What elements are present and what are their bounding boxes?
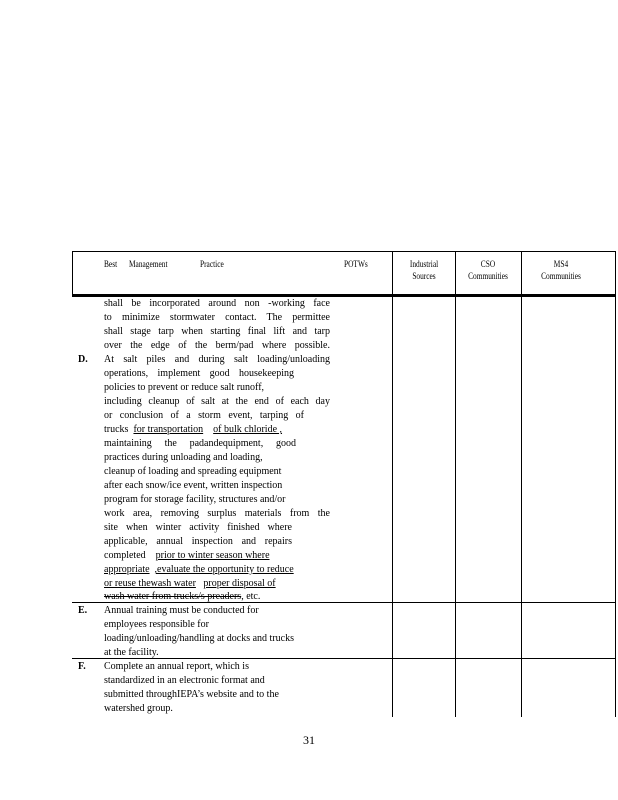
header-industrial [399, 258, 450, 282]
row-f-line: submitted throughIEPA’s website and to the [104, 689, 279, 700]
header-management: Management [129, 259, 168, 269]
row-d-line: applicable, annual inspection and repairs [104, 536, 292, 547]
row-d-prior-to-winter: prior to winter season where [155, 550, 270, 561]
row-d-completed: completed [104, 550, 146, 561]
row-d-line: maintaining the padandequipment, good [104, 438, 296, 449]
row-d-line [104, 591, 260, 603]
col-divider-industrial [455, 251, 456, 717]
row-d-line: operations, implement good housekeeping [104, 368, 294, 379]
continued-line: shall stage tarp when starting final lift and tarp [104, 326, 330, 337]
row-d-line [104, 549, 270, 563]
row-d-label: D. [78, 354, 88, 365]
row-d-reuse: or reuse thewash water [104, 578, 196, 589]
row-f-line: watershed group. [104, 703, 173, 714]
row-d-trucks: trucks [104, 424, 129, 435]
table-top-rule [72, 251, 616, 252]
header-cso [454, 258, 521, 282]
continued-line: shall be incorporated around non -working face [104, 298, 330, 309]
row-d-line: after each snow/ice event, written inspection [104, 480, 283, 491]
header-cso-line2: Communities [468, 271, 508, 281]
row-e-line: at the facility. [104, 647, 159, 658]
row-d-bulk-chloride: of bulk chloride , [213, 424, 283, 435]
row-d-proper-disposal: proper disposal of [203, 578, 276, 589]
header-ms4 [527, 258, 594, 282]
row-e-line: employees responsible for [104, 619, 209, 630]
col-divider-cso [521, 251, 522, 717]
row-d-line: site when winter activity finished where [104, 522, 292, 533]
header-ms4-line2: Communities [541, 271, 581, 281]
row-d-transportation: for transportation [133, 424, 204, 435]
row-d-line: work area, removing surplus materials from the [104, 508, 330, 519]
table-left-border [72, 251, 73, 296]
row-d-line [104, 423, 282, 437]
col-divider-bmp [392, 251, 393, 717]
header-practice: Practice [200, 259, 224, 269]
header-industrial-line2: Sources [412, 271, 436, 281]
row-d-line: program for storage facility, structures and/or [104, 494, 286, 505]
row-f-label: F. [78, 661, 86, 672]
row-d-appropriate: appropriate [104, 564, 150, 575]
row-d-line: practices during unloading and loading, [104, 452, 263, 463]
row-d-evaluate: ,evaluate the opportunity to reduce [154, 564, 294, 575]
continued-line: over the edge of the berm/pad where possible. [104, 340, 330, 351]
header-potws: POTWs [344, 259, 368, 269]
header-cso-line1: CSO [480, 259, 496, 269]
header-best: Best [104, 259, 118, 269]
row-d-line: including cleanup of salt at the end of each day [104, 396, 330, 407]
page-number: 31 [303, 733, 315, 747]
row-d-line [104, 563, 294, 577]
row-f-line: Complete an annual report, which is [104, 661, 249, 672]
row-d-line: policies to prevent or reduce salt runoff, [104, 382, 265, 393]
row-e-label: E. [78, 605, 88, 616]
row-d-line: At salt piles and during salt loading/unloading [104, 354, 330, 365]
row-d-line: cleanup of loading and spreading equipment [104, 466, 282, 477]
table-right-border [615, 251, 616, 717]
header-ms4-line1: MS4 [553, 259, 569, 269]
row-e-line: loading/unloading/handling at docks and trucks [104, 633, 294, 644]
row-d-line [104, 577, 276, 591]
header-industrial-line1: Industrial [409, 259, 439, 269]
row-e-line: Annual training must be conducted for [104, 605, 259, 616]
row-d-etc: , etc. [241, 591, 261, 602]
row-d-struck-wash-water: wash water from trucks/s preaders [104, 591, 242, 602]
row-f-line: standardized in an electronic format and [104, 675, 265, 686]
row-d-line: or conclusion of a storm event, tarping of [104, 410, 304, 421]
continued-line: to minimize stormwater contact. The permittee [104, 312, 330, 323]
